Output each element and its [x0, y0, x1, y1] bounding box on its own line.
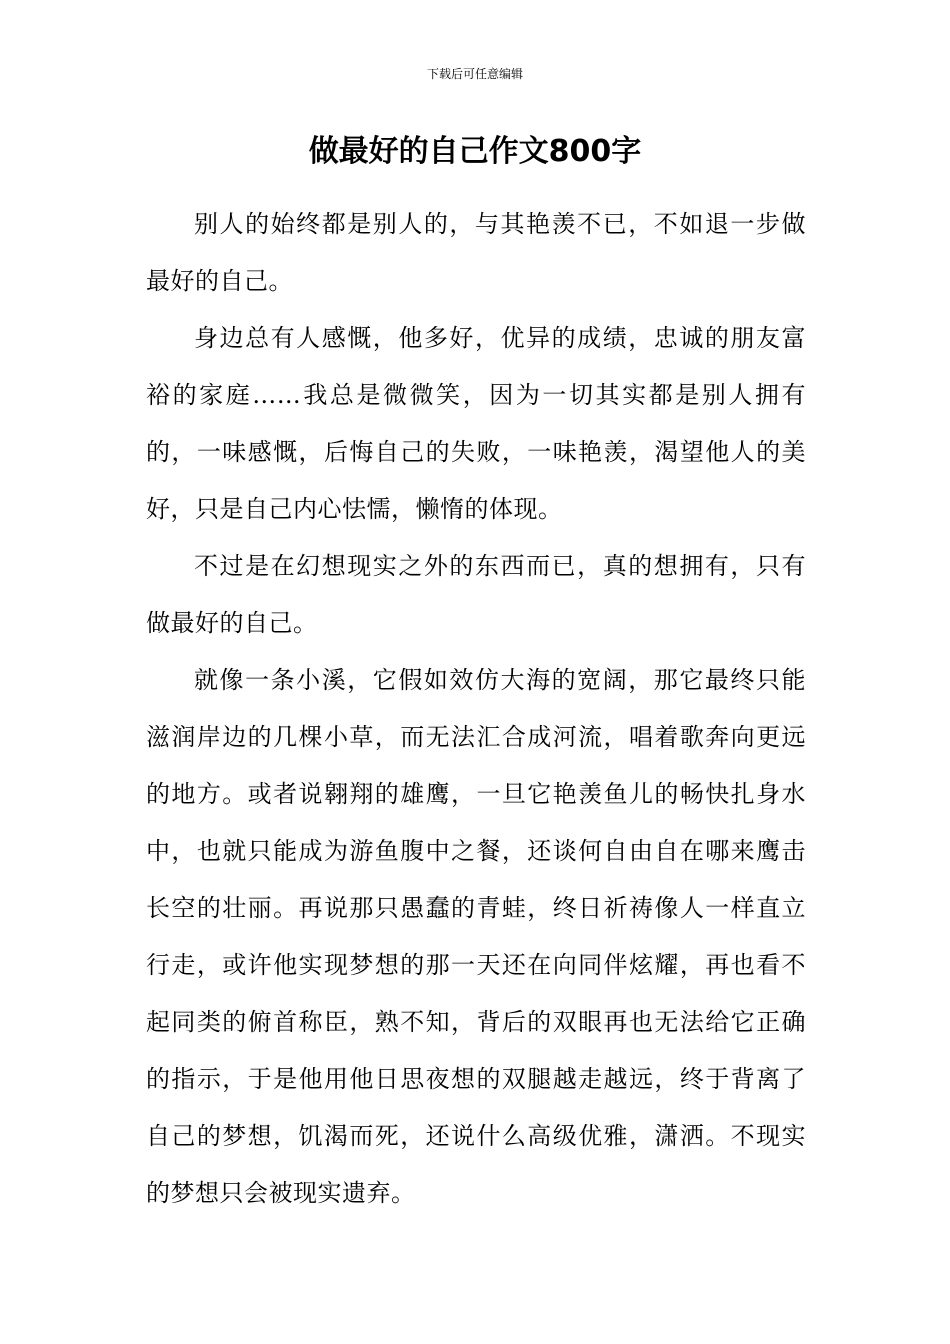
document-body: [146, 196, 806, 1222]
paragraph-4: 就像一条小溪，它假如效仿大海的宽阔，那它最终只能滋润岸边的几棵小草，而无法汇合成河流，唱着歌奔向更远的地方。或者说翱翔的雄鹰，一旦它艳羡鱼儿的畅快扎身水中，也就只能成为游鱼腹中之餐，还谈何自由自在哪来鹰击长空的壮丽。再说那只愚蠢的青蛙，终日祈祷像人一样直立行走，或许他实现梦想的那一天还在向同伴炫耀，再也看不起同类的俯首称臣，熟不知，背后的双眼再也无法给它正确的指示，于是他用他日思夜想的双腿越走越远，终于背离了自己的梦想，饥渴而死，还说什么高级优雅，潇洒。不现实的梦想只会被现实遗弃。: [146, 666, 806, 1207]
document-title: 做最好的自己作文800字: [308, 134, 642, 169]
paragraph-3: 不过是在幻想现实之外的东西而已，真的想拥有，只有做最好的自己。: [146, 552, 806, 637]
header-note: 下载后可任意编辑: [426, 67, 523, 81]
paragraph-1: 别人的始终都是别人的，与其艳羡不已，不如退一步做最好的自己。: [146, 210, 806, 295]
paragraph-2: 身边总有人感慨，他多好，优异的成绩，忠诚的朋友富裕的家庭……我总是微微笑，因为一切其实都是别人拥有的，一味感慨，后悔自己的失败，一味艳羡，渴望他人的美好，只是自己内心怯懦，懒惰的体现。: [146, 324, 806, 523]
